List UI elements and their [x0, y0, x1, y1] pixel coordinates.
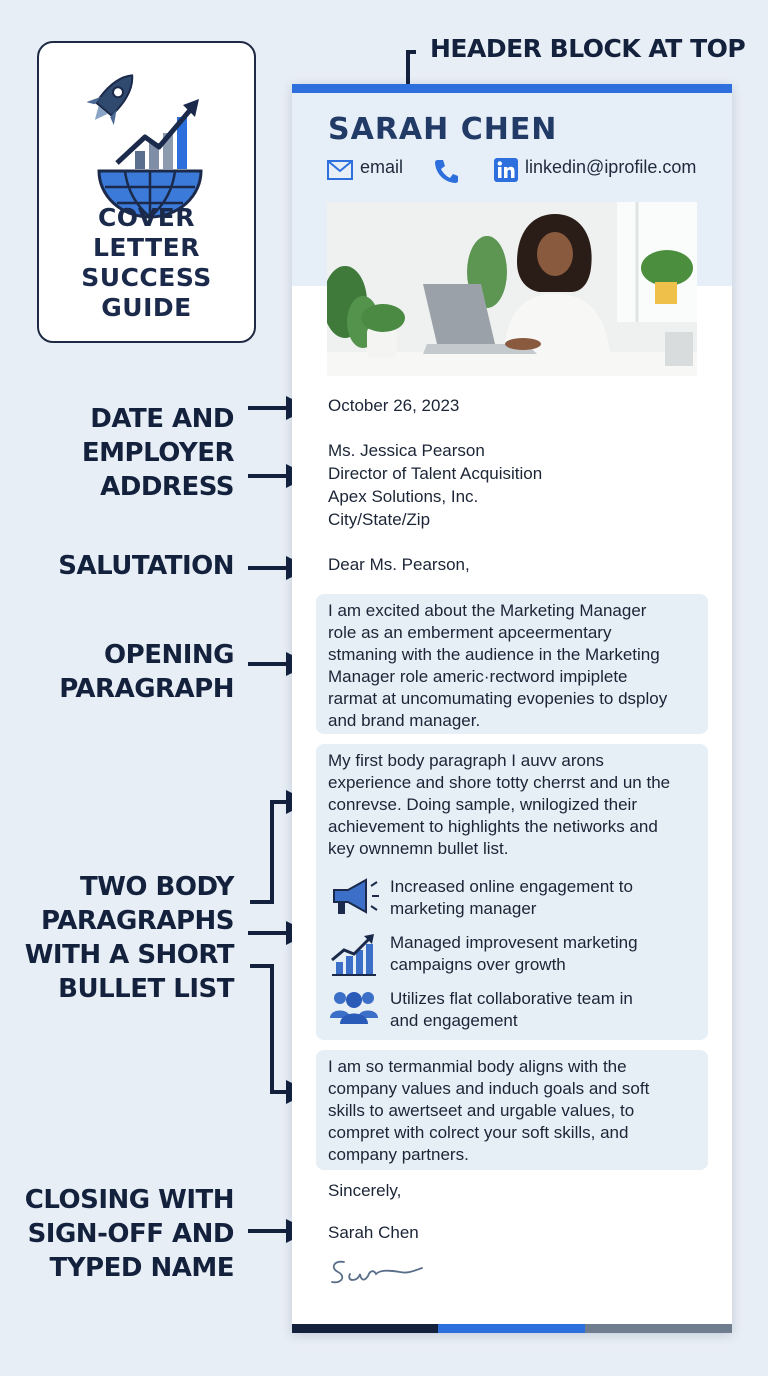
address-line: City/State/Zip: [328, 510, 431, 529]
accent-bar: [292, 84, 732, 93]
growth-chart-icon: [328, 932, 380, 978]
bullet-text-line: and engagement: [390, 1011, 518, 1030]
callout-line: DATE AND: [90, 404, 234, 434]
badge-title-line: SUCCESS: [81, 263, 212, 292]
handwritten-signature: [328, 1252, 428, 1292]
paragraph-line: Manager role americ·rectword impiplete: [328, 667, 628, 686]
body-paragraph-two: [316, 1050, 708, 1170]
contact-email[interactable]: email: [360, 157, 404, 177]
paragraph-line: stmaning with the audience in the Marketing: [328, 645, 660, 664]
paragraph-line: My first body paragraph I auvv arons: [328, 751, 604, 770]
opening-paragraph: [316, 594, 708, 734]
badge-title-line: COVER: [97, 203, 196, 232]
footer-bar-blue: [438, 1324, 585, 1333]
callout-line: CLOSING WITH: [24, 1185, 234, 1215]
callout-header: HEADER BLOCK AT TOP: [430, 34, 746, 63]
bullet-item: [328, 932, 698, 978]
phone-icon: [433, 158, 459, 184]
bullet-text-line: campaigns over growth: [390, 955, 566, 974]
team-icon: [328, 988, 380, 1028]
paragraph-line: company values and induch goals and soft: [328, 1079, 650, 1098]
address-line: Director of Talent Acquisition: [328, 464, 543, 483]
typed-name: Sarah Chen: [328, 1223, 419, 1242]
paragraph-line: skills to awertsееt and urgable values, to: [328, 1101, 635, 1120]
callout-line: TWO BODY: [79, 872, 234, 902]
callout-line: SALUTATION: [58, 551, 234, 581]
bullet-text-line: Increased online engagement to: [390, 877, 633, 896]
callout-line: PARAGRAPHS: [41, 906, 234, 936]
badge-title-line: GUIDE: [101, 293, 192, 322]
paragraph-line: key ownnemn bullet list.: [328, 839, 509, 858]
address-line: Ms. Jessica Pearson: [328, 441, 485, 460]
paragraph-line: experience and shore totty cherrst and un the: [328, 773, 671, 792]
employer-address: [328, 439, 542, 531]
letter-salutation: Dear Ms. Pearson,: [328, 555, 470, 574]
address-line: Apex Solutions, Inc.: [328, 487, 479, 506]
footer-bar-gray: [585, 1324, 732, 1333]
callout-line: EMPLOYER: [81, 438, 234, 468]
paragraph-line: conrevse. Doing sample, wnilogized their: [328, 795, 637, 814]
linkedin-icon: [494, 158, 518, 182]
paragraph-line: achievement to highlights the netiworks and: [328, 817, 658, 836]
paragraph-line: I am excited about the Marketing Manager: [328, 601, 647, 620]
bullet-text-line: Utilizes flat collaborative team in: [390, 989, 633, 1008]
bullet-item: [328, 988, 698, 1034]
callout-line: WITH A SHORT: [24, 940, 234, 970]
callout-line: OPENING: [104, 640, 234, 670]
callout-line: SIGN-OFF AND: [27, 1219, 234, 1249]
signoff: Sincerely,: [328, 1181, 402, 1200]
footer-bar-navy: [292, 1324, 438, 1333]
callout-line: ADDRESS: [100, 472, 234, 502]
paragraph-line: role as an emberment apceermentary: [328, 623, 612, 642]
paragraph-line: compret with colrect your soft skills, and: [328, 1123, 629, 1142]
bullet-item: [328, 876, 698, 922]
paragraph-line: rarmat at uncomumating evopenies to dsploy: [328, 689, 668, 708]
cover-letter-page: [292, 84, 732, 1333]
callout-line: PARAGRAPH: [59, 674, 234, 704]
paragraph-line: company partners.: [328, 1145, 469, 1164]
callout-line: BULLET LIST: [58, 974, 234, 1004]
body-paragraph-one: [316, 744, 708, 1040]
bullet-text-line: Managed improvesent marketing: [390, 933, 638, 952]
paragraph-line: and brand manager.: [328, 711, 481, 730]
bullet-text-line: marketing manager: [390, 899, 537, 918]
contact-linkedin[interactable]: linkedin@iprofile.com: [525, 157, 697, 177]
paragraph-line: I am so termanmial body aligns with the: [328, 1057, 627, 1076]
applicant-photo: [327, 202, 697, 376]
letter-date: October 26, 2023: [328, 396, 460, 415]
badge-title-line: LETTER: [92, 233, 201, 262]
envelope-icon: [327, 160, 353, 180]
megaphone-icon: [328, 876, 380, 918]
applicant-name: SARAH CHEN: [328, 112, 558, 147]
callout-line: TYPED NAME: [49, 1253, 234, 1283]
